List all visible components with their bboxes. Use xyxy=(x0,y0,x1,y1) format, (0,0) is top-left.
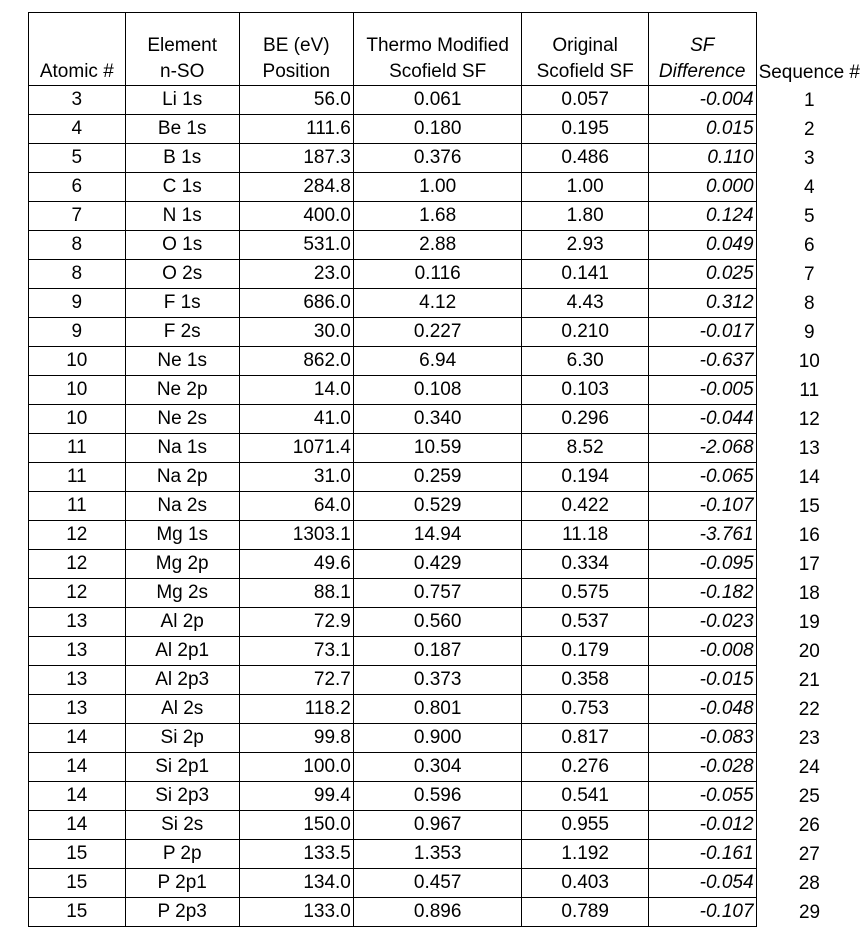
cell-sequence[interactable]: 4 xyxy=(803,176,815,198)
cell-binding-energy[interactable]: 150.0 xyxy=(239,811,353,840)
cell-sequence[interactable]: 22 xyxy=(798,698,820,720)
cell-atomic-number[interactable]: 11 xyxy=(29,434,126,463)
table-row xyxy=(29,231,863,260)
header-sf-difference[interactable]: SF Difference xyxy=(648,13,756,86)
cell-thermo-sf[interactable]: 0.900 xyxy=(353,724,522,753)
cell-original-sf[interactable]: 0.817 xyxy=(522,724,648,753)
cell-sf-difference[interactable]: -0.083 xyxy=(648,724,756,753)
cell-thermo-sf[interactable]: 0.457 xyxy=(353,869,522,898)
cell-thermo-sf[interactable]: 0.259 xyxy=(353,463,522,492)
cell-original-sf[interactable]: 0.358 xyxy=(522,666,648,695)
cell-sequence[interactable]: 15 xyxy=(798,495,820,517)
cell-sf-difference[interactable]: -0.015 xyxy=(648,666,756,695)
cell-binding-energy[interactable]: 284.8 xyxy=(239,173,353,202)
cell-sf-difference[interactable]: -0.023 xyxy=(648,608,756,637)
header-sequence[interactable]: Sequence # xyxy=(758,61,860,83)
cell-sequence[interactable]: 28 xyxy=(798,872,820,894)
cell-sequence[interactable]: 29 xyxy=(798,901,821,923)
cell-thermo-sf[interactable]: 0.967 xyxy=(353,811,522,840)
table-row xyxy=(29,492,863,521)
cell-element[interactable]: Na 2s xyxy=(125,492,239,521)
cell-thermo-sf[interactable]: 1.68 xyxy=(353,202,522,231)
cell-atomic-number[interactable]: 6 xyxy=(29,173,126,202)
cell-element[interactable]: Ne 1s xyxy=(125,347,239,376)
cell-element[interactable]: Si 2p3 xyxy=(125,782,239,811)
header-atomic-number[interactable]: Atomic # xyxy=(29,13,126,86)
cell-sf-difference[interactable]: -0.005 xyxy=(648,376,756,405)
cell-sf-difference[interactable]: 0.015 xyxy=(648,115,756,144)
cell-element[interactable]: Na 1s xyxy=(125,434,239,463)
cell-binding-energy[interactable]: 41.0 xyxy=(239,405,353,434)
cell-thermo-sf[interactable]: 0.529 xyxy=(353,492,522,521)
cell-sf-difference[interactable]: -0.095 xyxy=(648,550,756,579)
cell-thermo-sf[interactable]: 1.00 xyxy=(353,173,522,202)
cell-original-sf[interactable]: 0.537 xyxy=(522,608,648,637)
cell-thermo-sf[interactable]: 2.88 xyxy=(353,231,522,260)
cell-thermo-sf[interactable]: 0.596 xyxy=(353,782,522,811)
cell-atomic-number[interactable]: 12 xyxy=(29,521,126,550)
cell-thermo-sf[interactable]: 4.12 xyxy=(353,289,522,318)
cell-sf-difference[interactable]: 0.110 xyxy=(648,144,756,173)
cell-element[interactable]: F 1s xyxy=(125,289,239,318)
cell-binding-energy[interactable]: 31.0 xyxy=(239,463,353,492)
cell-thermo-sf[interactable]: 1.353 xyxy=(353,840,522,869)
cell-element[interactable]: Mg 2s xyxy=(125,579,239,608)
cell-original-sf[interactable]: 0.057 xyxy=(522,86,648,115)
table-row xyxy=(29,463,863,492)
table-row xyxy=(29,695,863,724)
cell-original-sf[interactable]: 0.541 xyxy=(522,782,648,811)
cell-sequence[interactable]: 11 xyxy=(799,379,820,401)
cell-thermo-sf[interactable]: 0.373 xyxy=(353,666,522,695)
cell-sf-difference[interactable]: -0.008 xyxy=(648,637,756,666)
table-row xyxy=(29,434,863,463)
cell-sequence[interactable]: 13 xyxy=(798,437,820,459)
cell-binding-energy[interactable]: 23.0 xyxy=(239,260,353,289)
table-row xyxy=(29,376,863,405)
cell-binding-energy[interactable]: 99.4 xyxy=(239,782,353,811)
cell-element[interactable]: Al 2p3 xyxy=(125,666,239,695)
table-row xyxy=(29,86,863,115)
cell-atomic-number[interactable]: 14 xyxy=(29,753,126,782)
cell-original-sf[interactable]: 0.276 xyxy=(522,753,648,782)
header-row xyxy=(29,13,863,86)
table-row xyxy=(29,840,863,869)
cell-sequence[interactable]: 17 xyxy=(798,553,820,575)
cell-original-sf[interactable]: 1.80 xyxy=(522,202,648,231)
cell-atomic-number[interactable]: 14 xyxy=(29,724,126,753)
cell-original-sf[interactable]: 0.403 xyxy=(522,869,648,898)
cell-atomic-number[interactable]: 12 xyxy=(29,550,126,579)
cell-sequence[interactable]: 12 xyxy=(798,408,820,430)
cell-binding-energy[interactable]: 118.2 xyxy=(239,695,353,724)
spreadsheet xyxy=(28,12,863,927)
cell-sequence[interactable]: 1 xyxy=(803,89,815,111)
cell-thermo-sf[interactable]: 0.429 xyxy=(353,550,522,579)
cell-original-sf[interactable]: 11.18 xyxy=(522,521,648,550)
cell-thermo-sf[interactable]: 0.116 xyxy=(353,260,522,289)
cell-sf-difference[interactable]: -0.107 xyxy=(648,898,756,927)
header-original-sf[interactable]: Original Scofield SF xyxy=(522,13,648,86)
table-body xyxy=(29,86,863,927)
cell-binding-energy[interactable]: 64.0 xyxy=(239,492,353,521)
cell-sf-difference[interactable]: -0.065 xyxy=(648,463,756,492)
cell-binding-energy[interactable]: 14.0 xyxy=(239,376,353,405)
header-binding-energy[interactable]: BE (eV) Position xyxy=(239,13,353,86)
cell-element[interactable]: Mg 2p xyxy=(125,550,239,579)
cell-sequence[interactable]: 27 xyxy=(798,843,820,865)
table-row xyxy=(29,521,863,550)
cell-original-sf[interactable]: 1.192 xyxy=(522,840,648,869)
table-row xyxy=(29,115,863,144)
cell-thermo-sf[interactable]: 0.227 xyxy=(353,318,522,347)
cell-binding-energy[interactable]: 862.0 xyxy=(239,347,353,376)
cell-binding-energy[interactable]: 30.0 xyxy=(239,318,353,347)
cell-original-sf[interactable]: 6.30 xyxy=(522,347,648,376)
cell-atomic-number[interactable]: 11 xyxy=(29,492,126,521)
cell-thermo-sf[interactable]: 0.180 xyxy=(353,115,522,144)
cell-element[interactable]: N 1s xyxy=(125,202,239,231)
cell-sf-difference[interactable]: -0.044 xyxy=(648,405,756,434)
cell-sf-difference[interactable]: -2.068 xyxy=(648,434,756,463)
cell-sf-difference[interactable]: 0.000 xyxy=(648,173,756,202)
cell-element[interactable]: F 2s xyxy=(125,318,239,347)
cell-sf-difference[interactable]: -0.017 xyxy=(648,318,756,347)
cell-thermo-sf[interactable]: 6.94 xyxy=(353,347,522,376)
cell-sequence[interactable]: 3 xyxy=(803,147,815,169)
cell-element[interactable]: O 1s xyxy=(125,231,239,260)
cell-original-sf[interactable]: 0.194 xyxy=(522,463,648,492)
cell-sf-difference[interactable]: -0.161 xyxy=(648,840,756,869)
cell-sf-difference[interactable]: 0.124 xyxy=(648,202,756,231)
cell-binding-energy[interactable]: 111.6 xyxy=(239,115,353,144)
cell-sf-difference[interactable]: -0.637 xyxy=(648,347,756,376)
cell-binding-energy[interactable]: 187.3 xyxy=(239,144,353,173)
cell-atomic-number[interactable]: 15 xyxy=(29,869,126,898)
cell-thermo-sf[interactable]: 14.94 xyxy=(353,521,522,550)
table-row xyxy=(29,579,863,608)
cell-thermo-sf[interactable]: 0.061 xyxy=(353,86,522,115)
cell-sequence[interactable]: 7 xyxy=(803,263,815,285)
cell-thermo-sf[interactable]: 0.187 xyxy=(353,637,522,666)
table-row xyxy=(29,724,863,753)
table-row xyxy=(29,637,863,666)
cell-original-sf[interactable]: 0.955 xyxy=(522,811,648,840)
cell-sf-difference[interactable]: 0.025 xyxy=(648,260,756,289)
cell-atomic-number[interactable]: 12 xyxy=(29,579,126,608)
cell-sequence[interactable]: 19 xyxy=(798,611,820,633)
table-row xyxy=(29,782,863,811)
cell-binding-energy[interactable]: 1071.4 xyxy=(239,434,353,463)
cell-binding-energy[interactable]: 88.1 xyxy=(239,579,353,608)
header-element[interactable]: Element n-SO xyxy=(125,13,239,86)
table-row xyxy=(29,318,863,347)
table-row xyxy=(29,898,863,927)
cell-atomic-number[interactable]: 9 xyxy=(29,289,126,318)
cell-sf-difference[interactable]: -0.028 xyxy=(648,753,756,782)
cell-thermo-sf[interactable]: 0.560 xyxy=(353,608,522,637)
table-row xyxy=(29,202,863,231)
cell-element[interactable]: Al 2p1 xyxy=(125,637,239,666)
table-row xyxy=(29,550,863,579)
cell-binding-energy[interactable]: 686.0 xyxy=(239,289,353,318)
cell-original-sf[interactable]: 0.789 xyxy=(522,898,648,927)
cell-sf-difference[interactable]: -0.182 xyxy=(648,579,756,608)
cell-atomic-number[interactable]: 13 xyxy=(29,608,126,637)
cell-element[interactable]: Ne 2s xyxy=(125,405,239,434)
table-row xyxy=(29,666,863,695)
cell-sf-difference[interactable]: 0.312 xyxy=(648,289,756,318)
cell-sequence[interactable]: 10 xyxy=(798,350,820,372)
cell-original-sf[interactable]: 0.296 xyxy=(522,405,648,434)
cell-thermo-sf[interactable]: 0.896 xyxy=(353,898,522,927)
cell-atomic-number[interactable]: 13 xyxy=(29,695,126,724)
cell-original-sf[interactable]: 0.103 xyxy=(522,376,648,405)
cell-original-sf[interactable]: 0.141 xyxy=(522,260,648,289)
cell-thermo-sf[interactable]: 0.801 xyxy=(353,695,522,724)
cell-sf-difference[interactable]: -0.048 xyxy=(648,695,756,724)
cell-binding-energy[interactable]: 531.0 xyxy=(239,231,353,260)
cell-binding-energy[interactable]: 400.0 xyxy=(239,202,353,231)
cell-atomic-number[interactable]: 9 xyxy=(29,318,126,347)
cell-atomic-number[interactable]: 5 xyxy=(29,144,126,173)
cell-sequence[interactable]: 16 xyxy=(798,524,820,546)
cell-original-sf[interactable]: 0.210 xyxy=(522,318,648,347)
cell-binding-energy[interactable]: 56.0 xyxy=(239,86,353,115)
table-row xyxy=(29,289,863,318)
cell-element[interactable]: P 2p3 xyxy=(125,898,239,927)
cell-sequence[interactable]: 25 xyxy=(798,785,820,807)
cell-binding-energy[interactable]: 1303.1 xyxy=(239,521,353,550)
cell-sequence[interactable]: 5 xyxy=(803,205,815,227)
cell-element[interactable]: C 1s xyxy=(125,173,239,202)
cell-atomic-number[interactable]: 11 xyxy=(29,463,126,492)
table-row xyxy=(29,260,863,289)
cell-sequence[interactable]: 24 xyxy=(798,756,820,778)
cell-binding-energy[interactable]: 72.7 xyxy=(239,666,353,695)
cell-original-sf[interactable]: 0.575 xyxy=(522,579,648,608)
cell-element[interactable]: Ne 2p xyxy=(125,376,239,405)
cell-original-sf[interactable]: 2.93 xyxy=(522,231,648,260)
cell-binding-energy[interactable]: 134.0 xyxy=(239,869,353,898)
cell-thermo-sf[interactable]: 0.376 xyxy=(353,144,522,173)
table-row xyxy=(29,144,863,173)
cell-thermo-sf[interactable]: 0.108 xyxy=(353,376,522,405)
cell-element[interactable]: Mg 1s xyxy=(125,521,239,550)
cell-element[interactable]: B 1s xyxy=(125,144,239,173)
cell-thermo-sf[interactable]: 0.304 xyxy=(353,753,522,782)
table-row xyxy=(29,811,863,840)
cell-sequence[interactable]: 6 xyxy=(803,234,815,256)
cell-binding-energy[interactable]: 100.0 xyxy=(239,753,353,782)
cell-atomic-number[interactable]: 7 xyxy=(29,202,126,231)
cell-sf-difference[interactable]: -0.004 xyxy=(648,86,756,115)
cell-sequence[interactable]: 9 xyxy=(803,321,815,343)
cell-binding-energy[interactable]: 133.5 xyxy=(239,840,353,869)
cell-original-sf[interactable]: 0.422 xyxy=(522,492,648,521)
cell-atomic-number[interactable]: 13 xyxy=(29,666,126,695)
cell-sequence[interactable]: 2 xyxy=(803,118,815,140)
cell-atomic-number[interactable]: 15 xyxy=(29,840,126,869)
cell-binding-energy[interactable]: 99.8 xyxy=(239,724,353,753)
cell-element[interactable]: Na 2p xyxy=(125,463,239,492)
cell-element[interactable]: Li 1s xyxy=(125,86,239,115)
cell-original-sf[interactable]: 0.486 xyxy=(522,144,648,173)
cell-element[interactable]: Be 1s xyxy=(125,115,239,144)
cell-original-sf[interactable]: 0.753 xyxy=(522,695,648,724)
cell-atomic-number[interactable]: 10 xyxy=(29,347,126,376)
sensitivity-factor-table xyxy=(28,12,863,927)
cell-original-sf[interactable]: 0.195 xyxy=(522,115,648,144)
cell-atomic-number[interactable]: 13 xyxy=(29,637,126,666)
cell-binding-energy[interactable]: 133.0 xyxy=(239,898,353,927)
cell-sequence[interactable]: 20 xyxy=(798,640,820,662)
cell-original-sf[interactable]: 8.52 xyxy=(522,434,648,463)
cell-sequence[interactable]: 26 xyxy=(798,814,820,836)
cell-sf-difference[interactable]: -3.761 xyxy=(648,521,756,550)
cell-sf-difference[interactable]: 0.049 xyxy=(648,231,756,260)
cell-atomic-number[interactable]: 4 xyxy=(29,115,126,144)
cell-sequence[interactable]: 18 xyxy=(798,582,820,604)
cell-atomic-number[interactable]: 3 xyxy=(29,86,126,115)
cell-atomic-number[interactable]: 14 xyxy=(29,811,126,840)
cell-thermo-sf[interactable]: 0.340 xyxy=(353,405,522,434)
cell-atomic-number[interactable]: 14 xyxy=(29,782,126,811)
cell-element[interactable]: Si 2p1 xyxy=(125,753,239,782)
cell-original-sf[interactable]: 0.179 xyxy=(522,637,648,666)
cell-sequence[interactable]: 21 xyxy=(798,669,820,691)
cell-sequence[interactable]: 14 xyxy=(798,466,820,488)
table-row xyxy=(29,173,863,202)
cell-binding-energy[interactable]: 73.1 xyxy=(239,637,353,666)
cell-element[interactable]: Si 2p xyxy=(125,724,239,753)
cell-sf-difference[interactable]: -0.054 xyxy=(648,869,756,898)
header-thermo-sf[interactable]: Thermo Modified Scofield SF xyxy=(353,13,522,86)
cell-sf-difference[interactable]: -0.012 xyxy=(648,811,756,840)
cell-sequence[interactable]: 8 xyxy=(803,292,815,314)
cell-element[interactable]: P 2p xyxy=(125,840,239,869)
table-row xyxy=(29,405,863,434)
cell-element[interactable]: O 2s xyxy=(125,260,239,289)
cell-element[interactable]: Si 2s xyxy=(125,811,239,840)
cell-atomic-number[interactable]: 10 xyxy=(29,376,126,405)
cell-sequence[interactable]: 23 xyxy=(798,727,820,749)
cell-element[interactable]: Al 2p xyxy=(125,608,239,637)
cell-original-sf[interactable]: 4.43 xyxy=(522,289,648,318)
table-row xyxy=(29,869,863,898)
cell-binding-energy[interactable]: 72.9 xyxy=(239,608,353,637)
table-row xyxy=(29,753,863,782)
cell-thermo-sf[interactable]: 0.757 xyxy=(353,579,522,608)
cell-sf-difference[interactable]: -0.055 xyxy=(648,782,756,811)
cell-atomic-number[interactable]: 15 xyxy=(29,898,126,927)
cell-atomic-number[interactable]: 8 xyxy=(29,260,126,289)
table-row xyxy=(29,347,863,376)
cell-element[interactable]: P 2p1 xyxy=(125,869,239,898)
cell-sf-difference[interactable]: -0.107 xyxy=(648,492,756,521)
cell-binding-energy[interactable]: 49.6 xyxy=(239,550,353,579)
table-row xyxy=(29,608,863,637)
cell-original-sf[interactable]: 0.334 xyxy=(522,550,648,579)
cell-element[interactable]: Al 2s xyxy=(125,695,239,724)
cell-atomic-number[interactable]: 10 xyxy=(29,405,126,434)
cell-thermo-sf[interactable]: 10.59 xyxy=(353,434,522,463)
cell-original-sf[interactable]: 1.00 xyxy=(522,173,648,202)
cell-atomic-number[interactable]: 8 xyxy=(29,231,126,260)
